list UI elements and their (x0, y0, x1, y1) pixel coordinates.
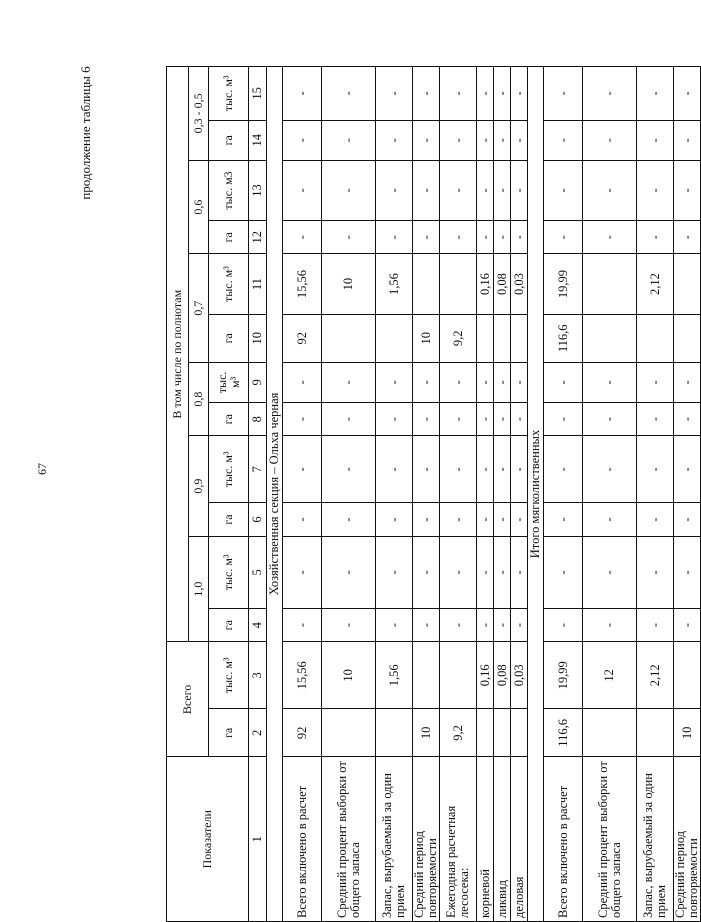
column-number: 8 (249, 402, 267, 435)
table-row (322, 67, 376, 922)
table-cell: - (583, 362, 637, 402)
table-cell: - (544, 120, 583, 160)
table-cell: - (494, 221, 511, 254)
table-cell: - (477, 362, 494, 402)
table-cell: - (376, 160, 413, 220)
table-cell: - (413, 436, 440, 503)
table-cell: - (283, 402, 322, 435)
table-cell: - (283, 120, 322, 160)
table-cell (583, 709, 637, 757)
table-cell: - (637, 160, 674, 220)
column-numbers-row (249, 67, 267, 922)
table-row (413, 67, 440, 922)
table-row (494, 67, 511, 922)
table-cell: - (494, 67, 511, 121)
table-cell: 1,56 (376, 642, 413, 709)
table-row (477, 67, 494, 922)
table-cell: 116,6 (544, 709, 583, 757)
table-cell: - (494, 160, 511, 220)
table-cell: - (544, 160, 583, 220)
table-body (167, 67, 701, 922)
table-cell: - (674, 536, 701, 608)
header-density-0-7: 0,7 (189, 254, 209, 362)
table-cell: - (322, 160, 376, 220)
column-number: 1 (249, 757, 267, 922)
column-number: 12 (249, 221, 267, 254)
table-cell: - (583, 503, 637, 536)
table-cell: - (477, 536, 494, 608)
table-cell (637, 709, 674, 757)
table-cell: - (544, 608, 583, 641)
table-cell: - (494, 362, 511, 402)
header-unit-thous: тыс. м³ (209, 67, 249, 121)
section-row (267, 67, 283, 922)
table-cell: 2,12 (637, 254, 674, 314)
header-unit-thous-plain: тыс. м3 (209, 160, 249, 220)
row-label: Средний период повторяемости (413, 757, 440, 922)
column-number: 15 (249, 67, 267, 121)
table-cell: - (322, 402, 376, 435)
header-density-0-6: 0,6 (189, 160, 209, 254)
table-cell: - (376, 221, 413, 254)
table-cell: - (413, 402, 440, 435)
table-cell: - (637, 503, 674, 536)
table-cell (637, 314, 674, 362)
table-cell: - (674, 362, 701, 402)
table-cell: - (674, 436, 701, 503)
table-cell: - (283, 67, 322, 121)
table-cell: - (376, 120, 413, 160)
table-cell: - (322, 536, 376, 608)
table-cell: - (674, 608, 701, 641)
column-number: 2 (249, 709, 267, 757)
table-cell (322, 709, 376, 757)
row-label: Средний период повторяемости (674, 757, 701, 922)
table-cell: - (494, 608, 511, 641)
column-number: 11 (249, 254, 267, 314)
table-cell (413, 254, 440, 314)
table-cell: 9,2 (440, 314, 477, 362)
header-unit-ha: га (209, 221, 249, 254)
table-cell: - (477, 120, 494, 160)
header-unit-thous: тыс. м³ (209, 436, 249, 503)
table-cell: - (511, 67, 528, 121)
column-number: 3 (249, 642, 267, 709)
header-unit-thous: тыс. м³ (209, 536, 249, 608)
column-number: 9 (249, 362, 267, 402)
table-cell: - (583, 160, 637, 220)
table-cell: - (413, 221, 440, 254)
header-unit-thous: тыс. м³ (209, 254, 249, 314)
table-cell: - (511, 503, 528, 536)
table-cell (583, 254, 637, 314)
section-title: Хозяйственная секция – Ольха черная (267, 67, 283, 922)
column-number: 10 (249, 314, 267, 362)
table-cell: - (283, 536, 322, 608)
table-cell: 0,16 (477, 642, 494, 709)
row-label: Средний процент выборки от общего запаса (322, 757, 376, 922)
header-unit-ha: га (209, 503, 249, 536)
table-cell: - (637, 608, 674, 641)
table-cell: - (583, 608, 637, 641)
row-label: корневой (477, 757, 494, 922)
table-cell: - (440, 402, 477, 435)
column-number: 4 (249, 608, 267, 641)
table-cell: - (322, 503, 376, 536)
rotated-table-wrapper (166, 66, 700, 922)
table-cell: - (440, 120, 477, 160)
header-in-including: В том числе по полнотам (167, 67, 189, 642)
table-cell (477, 709, 494, 757)
table-cell: 10 (413, 709, 440, 757)
row-label: деловая (511, 757, 528, 922)
table-cell: 0,08 (494, 254, 511, 314)
table-cell (322, 314, 376, 362)
row-label: Всего включено в расчет (544, 757, 583, 922)
table-cell: - (583, 402, 637, 435)
table-cell: 10 (413, 314, 440, 362)
row-label: Ежегодная расчетная лесосека: (440, 757, 477, 922)
table-cell: - (494, 402, 511, 435)
table-cell: - (637, 120, 674, 160)
table-cell: - (477, 436, 494, 503)
table-cell: - (440, 503, 477, 536)
table-cell: 92 (283, 314, 322, 362)
table-cell: 0,08 (494, 642, 511, 709)
header-unit-thous-split: тыс. м³ (209, 362, 249, 402)
page-number: 67 (35, 463, 49, 475)
header-unit-ha: га (209, 314, 249, 362)
table-cell: - (674, 120, 701, 160)
table-cell: - (477, 67, 494, 121)
row-label: Запас, вырубаемый за один прием (637, 757, 674, 922)
table-cell: - (413, 120, 440, 160)
table-cell: 15,56 (283, 642, 322, 709)
row-label: Всего включено в расчет (283, 757, 322, 922)
header-density-0-3-0-5: 0,3 - 0,5 (189, 67, 209, 161)
table-cell: - (674, 503, 701, 536)
table-cell: - (440, 536, 477, 608)
table-cell (376, 709, 413, 757)
table-cell: - (494, 503, 511, 536)
table-cell: 10 (674, 709, 701, 757)
table-cell: - (637, 402, 674, 435)
table-cell (413, 642, 440, 709)
header-total: Всего (167, 642, 209, 757)
table-cell: - (413, 362, 440, 402)
table-row (674, 67, 701, 922)
header-unit-thous: тыс. м³ (209, 642, 249, 709)
table-cell (583, 314, 637, 362)
table-cell: - (544, 402, 583, 435)
table-cell: - (413, 67, 440, 121)
table-cell: - (511, 436, 528, 503)
row-label: Средний процент выборки от общего запаса (583, 757, 637, 922)
table-row (583, 67, 637, 922)
table-cell: 10 (322, 642, 376, 709)
table-cell: - (322, 362, 376, 402)
header-unit-ha: га (209, 402, 249, 435)
table-cell: - (544, 536, 583, 608)
table-cell: - (674, 160, 701, 220)
table-cell: - (440, 67, 477, 121)
table-cell: - (494, 120, 511, 160)
table-cell: - (413, 503, 440, 536)
forest-data-table (166, 66, 701, 922)
table-cell: - (413, 160, 440, 220)
column-number: 7 (249, 436, 267, 503)
table-cell: - (544, 503, 583, 536)
row-label: Запас, вырубаемый за один прием (376, 757, 413, 922)
table-cell: 0,16 (477, 254, 494, 314)
table-cell: - (511, 120, 528, 160)
table-cell: - (583, 67, 637, 121)
table-cell: - (511, 608, 528, 641)
table-cell: 12 (583, 642, 637, 709)
table-cell: - (583, 536, 637, 608)
table-cell (477, 314, 494, 362)
table-cell: 1,56 (376, 254, 413, 314)
table-cell: - (637, 67, 674, 121)
table-row (637, 67, 674, 922)
table-cell: - (376, 362, 413, 402)
section-row (528, 67, 544, 922)
table-cell: - (440, 436, 477, 503)
table-row (376, 67, 413, 922)
table-cell (440, 254, 477, 314)
table-cell: - (376, 402, 413, 435)
table-cell: - (583, 221, 637, 254)
table-cell: - (477, 221, 494, 254)
table-cell: 15,56 (283, 254, 322, 314)
table-cell (511, 314, 528, 362)
row-label: ликвид (494, 757, 511, 922)
header-density-0-8: 0,8 (189, 362, 209, 436)
table-cell: - (376, 503, 413, 536)
header-unit-ha: га (209, 608, 249, 641)
table-cell (674, 254, 701, 314)
table-cell: - (583, 436, 637, 503)
header-unit-ha: га (209, 709, 249, 757)
table-cell (511, 709, 528, 757)
table-cell (494, 314, 511, 362)
table-cell: - (477, 608, 494, 641)
table-cell: - (283, 160, 322, 220)
table-cell: 9,2 (440, 709, 477, 757)
table-cell: - (544, 67, 583, 121)
table-cell: - (637, 436, 674, 503)
table-cell: 0,03 (511, 642, 528, 709)
table-cell: - (674, 67, 701, 121)
table-cell: 2,12 (637, 642, 674, 709)
header-density-1-0: 1,0 (189, 536, 209, 642)
table-cell: 10 (322, 254, 376, 314)
table-cell: - (376, 608, 413, 641)
table-row (511, 67, 528, 922)
table-row (283, 67, 322, 922)
table-cell: - (440, 221, 477, 254)
table-cell: - (511, 402, 528, 435)
table-cell: - (494, 536, 511, 608)
column-number: 14 (249, 120, 267, 160)
table-cell: - (477, 160, 494, 220)
table-cell: - (440, 160, 477, 220)
table-cell: - (283, 362, 322, 402)
table-cell: - (637, 536, 674, 608)
table-cell: - (376, 436, 413, 503)
header-density-0-9: 0,9 (189, 436, 209, 536)
table-cell: - (674, 402, 701, 435)
table-cell: - (511, 362, 528, 402)
column-number: 6 (249, 503, 267, 536)
table-row (440, 67, 477, 922)
table-cell: - (322, 436, 376, 503)
table-cell: 0,03 (511, 254, 528, 314)
table-row (544, 67, 583, 922)
table-cell: - (544, 221, 583, 254)
table-cell (494, 709, 511, 757)
table-cell: - (322, 608, 376, 641)
table-cell: - (376, 536, 413, 608)
table-cell: - (637, 362, 674, 402)
table-cell: - (511, 536, 528, 608)
table-cell: - (544, 436, 583, 503)
table-cell: - (674, 221, 701, 254)
table-cell: 19,99 (544, 254, 583, 314)
column-number: 5 (249, 536, 267, 608)
header-unit-ha: га (209, 120, 249, 160)
table-cell (376, 314, 413, 362)
table-cell (440, 642, 477, 709)
table-cell: 116,6 (544, 314, 583, 362)
table-cell (674, 314, 701, 362)
header-indicators: Показатели (167, 757, 249, 922)
table-cell (674, 642, 701, 709)
column-number: 13 (249, 160, 267, 220)
table-cell: - (583, 120, 637, 160)
table-cell: - (440, 362, 477, 402)
table-cell: - (283, 503, 322, 536)
table-cell: - (283, 221, 322, 254)
table-cell: - (376, 67, 413, 121)
table-cell: - (283, 436, 322, 503)
table-cell: - (322, 67, 376, 121)
table-cell: 19,99 (544, 642, 583, 709)
table-cell: - (322, 120, 376, 160)
table-cell: - (511, 160, 528, 220)
table-cell: - (477, 503, 494, 536)
table-cell: - (511, 221, 528, 254)
table-cell: - (413, 536, 440, 608)
table-cell: - (322, 221, 376, 254)
table-cell: - (413, 608, 440, 641)
table-continuation-note: продолжение таблицы 6 (78, 66, 93, 200)
table-cell: - (440, 608, 477, 641)
table-cell: - (283, 608, 322, 641)
table-cell: - (494, 436, 511, 503)
table-cell: - (544, 362, 583, 402)
table-cell: - (637, 221, 674, 254)
table-cell: - (477, 402, 494, 435)
section-title: Итого мягколиственных (528, 67, 544, 922)
table-cell: 92 (283, 709, 322, 757)
